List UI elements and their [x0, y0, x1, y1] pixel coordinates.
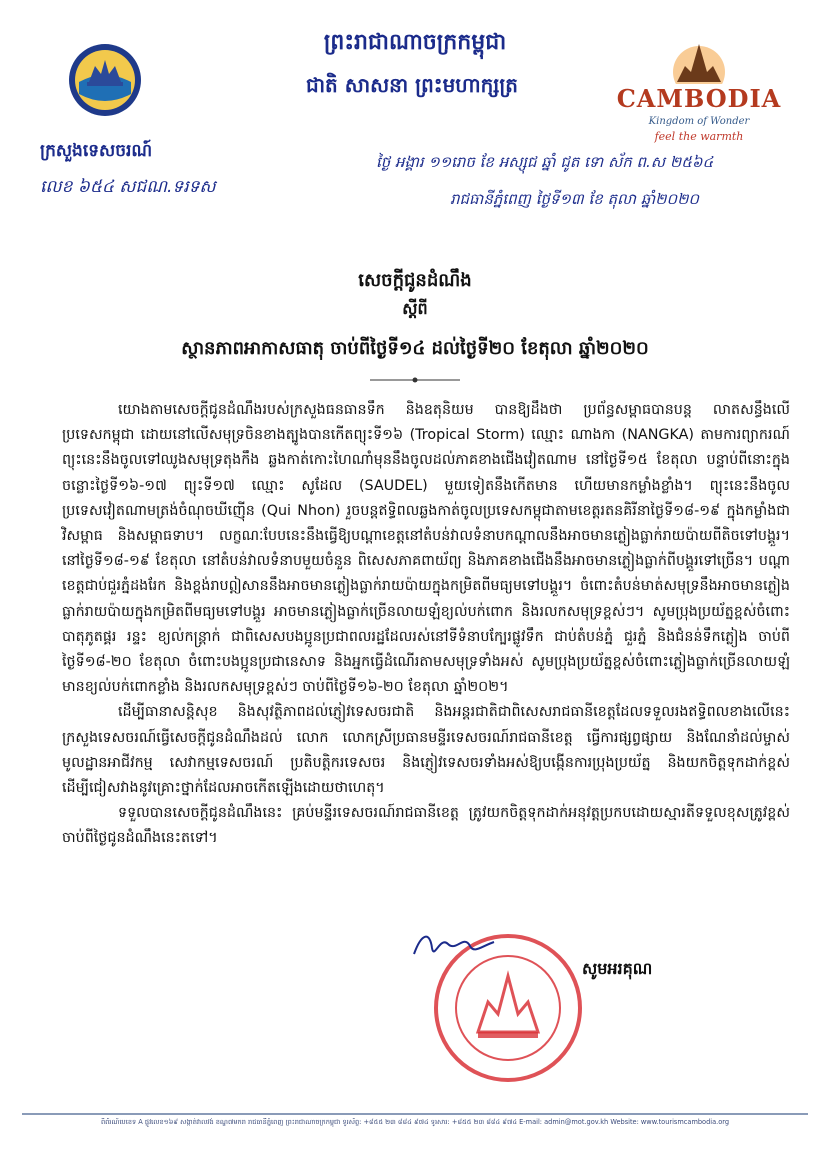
brand-tagline-warmth: feel the warmth: [654, 130, 744, 143]
body-paragraph-compliance: ទទួលបានសេចក្តីជូនដំណឹងនេះ គ្រប់មន្ទីរទេសចរណ៍រាជធានីខេត្ត ត្រូវយកចិត្តទុកដាក់អនុវត្តប្រកបដោយស្មារតីទទួលខុសត្រូវខ្ពស់ចាប់ពីថ្ងៃជូនដំណឹងនេះតទៅ។: [62, 805, 790, 847]
lunar-date: ថ្ងៃ អង្គារ ១១រោច ខែ អស្សុជ ឆ្នាំ ជូត ទោ ស័ក ព.ស ២៥៦៤: [376, 153, 714, 171]
brand-tagline: Kingdom of Wonder: [648, 116, 750, 127]
notice-subject: ស្ថានភាពអាកាសធាតុ ចាប់ពីថ្ងៃទី១៤ ដល់ថ្ងៃទី២០ ខែតុលា ឆ្នាំ២០២០: [181, 338, 649, 359]
footer-contact: ពិព័រណ៍បេខេទ A ផ្លូវលេខ១៦៩ សង្កាត់វាលវង់ ខណ្ឌ៧មករា រាជធានីភ្នំពេញ ព្រះរាជាណាចក្រកម្ពុជា ទូរស័ព្ទ: +៨៥៥ ២៣ ៨៨៤ ៩៧៤ ទូរសារ: +៨៥៥ ២៣ ៨៨៤ ៩៧៤ E-mail: admin@mot.gov.kh Website: www.tourismcambodia.org: [100, 1118, 730, 1126]
body-paragraph-safety: ដើម្បីធានាសន្តិសុខ និងសុវត្ថិភាពដល់ភ្ញៀវទេសចរជាតិ និងអន្តរជាតិជាពិសេសរាជធានីខេត្តដែលទទួលរងឥទ្ធិពលខាងលើនេះ ក្រសួងទេសចរណ៍ធ្វើសេចក្តីជូនដំណឹងដល់ លោក លោកស្រីប្រធានមន្ទីរទេសចរណ៍រាជធានីខេត្ត ធ្វើការផ្សព្វផ្សាយ និងណែនាំដល់ម្ចាស់មូលដ្ឋានអាជីវកម្ម សេវាកម្មទេសចរណ៍ ប្រតិបត្តិករទេសចរ និងភ្ញៀវទេសចរទាំងអស់ឱ្យបង្កើនការប្រុងប្រយ័ត្ន និងយកចិត្តទុកដាក់ខ្ពស់ ដើម្បីជៀសវាងនូវគ្រោះថ្នាក់ដែលអាចកើតឡើងដោយថាហេតុ។: [62, 704, 790, 797]
footer-divider: [22, 1113, 808, 1115]
national-motto: ជាតិ សាសនា ព្រះមហាក្សត្រ: [306, 73, 518, 97]
ministry-name: ក្រសួងទេសចរណ៍: [40, 141, 153, 161]
closing-thanks: សូមអរគុណ: [582, 959, 653, 978]
signature-icon: [408, 926, 498, 966]
notice-subject-label: ស្តីពី: [402, 299, 428, 318]
ornament-divider: [370, 376, 460, 384]
notice-title: សេចក្តីជូនដំណឹង: [358, 270, 472, 291]
notice-body: [62, 398, 790, 852]
angkor-temple-icon: [669, 36, 729, 84]
body-paragraph-weather: យោងតាមសេចក្តីជូនដំណឹងរបស់ក្រសួងធនធានទឹក និងឧតុនិយម បានឱ្យដឹងថា ប្រព័ន្ធសម្ពាធបានបន្ត លាតសន្ធឹងលើប្រទេសកម្ពុជា ដោយនៅលើសមុទ្រចិនខាងត្បូងបានកើតព្យុះទី១៦ (Tropical Storm) ឈ្មោះ ណាងកា (NANGKA) តាមការព្យាករណ៍ព្យុះនេះនឹងចូលទៅឈូងសមុទ្រតុងកឹង ឆ្លងកាត់កោះហៃណាំមុននឹងចូលដល់ភាគខាងជើងវៀតណាម នៅថ្ងៃទី១៥ ខែតុលា បន្ទាប់ពីនោះក្នុងចន្លោះថ្ងៃទី១៦-១៧ ព្យុះទី១៧ ឈ្មោះ សូដែល (SAUDEL) មួយទៀតនឹងកើតមាន ហើយមានកម្លាំងខ្លាំង។ ព្យុះនេះនឹងចូលប្រទេសវៀតណាមត្រង់ចំណុចឃីញ៉ើន (Qui Nhon) រួចបន្តឥទ្ធិពលឆ្លងកាត់ចូលប្រទេសកម្ពុជាតាមខេត្តរតនគិរីនាថ្ងៃទី១៨-១៩ ក្នុងកម្លាំងជាវិសម្ពាធ និងសម្ពាធទាប។ លក្ខណៈបែបនេះនឹងធ្វើឱ្យបណ្តាខេត្តនៅតំបន់វាលទំនាបកណ្តាលនឹងអាចមានភ្លៀងធ្លាក់រាយប៉ាយពីតិចទៅបង្គួរ។ នៅថ្ងៃទី១៨-១៩ ខែតុលា នៅតំបន់វាលទំនាបមួយចំនួន ពិសេសភាគពាយ័ព្យ និងភាគខាងជើងនឹងអាចមានភ្លៀងធ្លាក់ពីបង្គួរទៅច្រើន។ បណ្តាខេត្តជាប់ជួរភ្នំដងរែក និងខ្ពង់រាបឦសាននឹងអាចមានភ្លៀងធ្លាក់រាយប៉ាយក្នុងកម្រិតពីមធ្យមទៅបង្គួរ។ ចំពោះតំបន់មាត់សមុទ្រនឹងអាចមានភ្លៀងធ្លាក់រាយប៉ាយក្នុងកម្រិតពីមធ្យមទៅបង្គួរ អាចមានភ្លៀងធ្លាក់ច្រើនលាយឡំខ្យល់បក់ពោក និងរលកសមុទ្រខ្ពស់ៗ។ សូមប្រុងប្រយ័ត្នខ្ពស់ចំពោះបាតុភូតផ្គរ រន្ទះ ខ្យល់កន្ត្រាក់ ជាពិសេសបងប្អូនប្រជាពលរដ្ឋដែលរស់នៅទីទំនាបក្បែរផ្លូវទឹក ជាប់តំបន់ភ្នំ ជួរភ្នំ និងជំនន់ទឹកភ្លៀង ចាប់ពីថ្ងៃទី១៨-២០ ខែតុលា ចំពោះបងប្អូនប្រជានេសាទ និងអ្នកធ្វើដំណើរតាមសមុទ្រទាំងអស់ សូមប្រុងប្រយ័ត្នខ្ពស់ចំពោះភ្លៀងធ្លាក់ច្រើនលាយឡំមានខ្យល់បក់ពោកខ្លាំង និងរលកសមុទ្រខ្ពស់ៗ ចាប់ពីថ្ងៃទី១៦-២០ ខែតុលា ឆ្នាំ២០២។: [62, 402, 790, 696]
solar-date: រាជធានីភ្នំពេញ ថ្ងៃទី១៣ ខែ តុលា ឆ្នាំ២០២០: [450, 190, 700, 208]
cambodia-brand-logo: [604, 36, 794, 146]
brand-word: CAMBODIA: [616, 84, 782, 113]
ministry-emblem-icon: [67, 42, 143, 118]
letter-number: លេខ ៦៥៤ សជណ.ទរទស: [40, 177, 216, 197]
kingdom-heading: ព្រះរាជាណាចក្រកម្ពុជា: [323, 30, 507, 55]
